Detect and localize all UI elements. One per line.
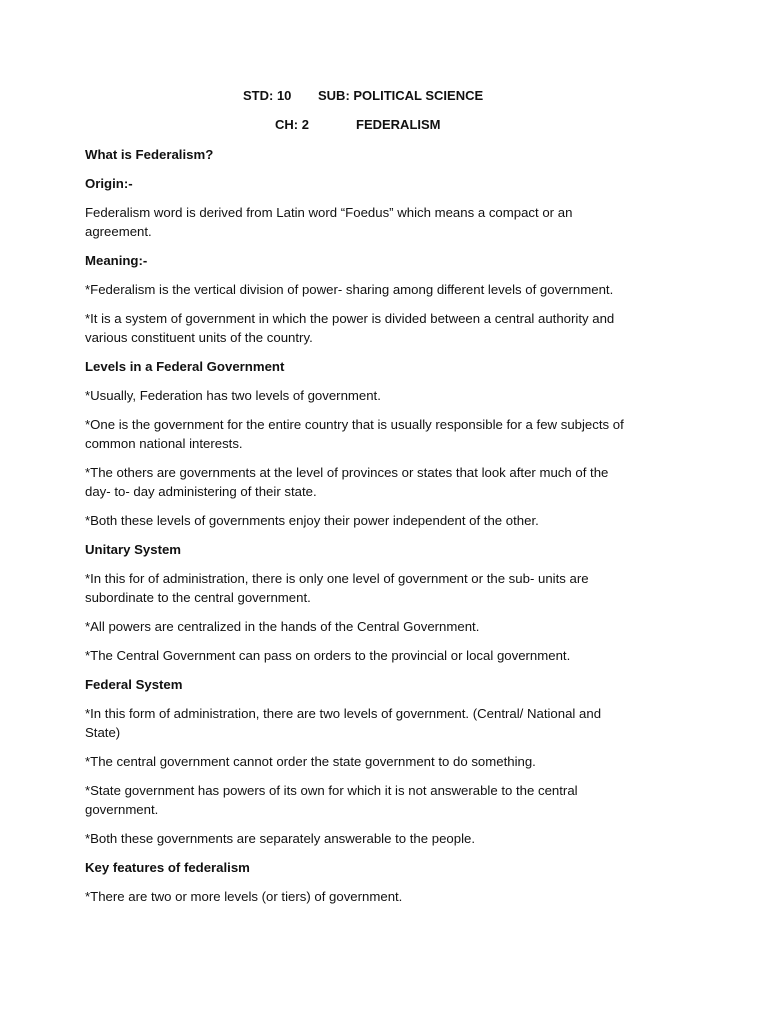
levels-paragraph-2: *One is the government for the entire country that is usually responsible for a few subjects of common national interests.: [85, 417, 624, 451]
document-body: [85, 145, 625, 916]
federal-paragraph-4: *Both these governments are separately answerable to the people.: [85, 831, 476, 846]
title-question: What is Federalism?: [85, 147, 214, 162]
meaning-paragraph-1: *Federalism is the vertical division of power- sharing among different levels of government.: [85, 282, 614, 297]
chapter-title: FEDERALISM: [356, 117, 441, 132]
std-label: STD: 10: [243, 88, 292, 103]
federal-heading: Federal System: [85, 677, 183, 692]
levels-paragraph-3: *The others are governments at the level of provinces or states that look after much of the day- to- day administering of their state.: [85, 465, 609, 499]
unitary-paragraph-3: *The Central Government can pass on orders to the provincial or local government.: [85, 648, 571, 663]
levels-paragraph-1: *Usually, Federation has two levels of government.: [85, 388, 381, 403]
federal-paragraph-3: *State government has powers of its own for which it is not answerable to the central government.: [85, 783, 578, 817]
chapter-label: CH: 2: [275, 117, 309, 132]
levels-heading: Levels in a Federal Government: [85, 359, 285, 374]
levels-paragraph-4: *Both these levels of governments enjoy their power independent of the other.: [85, 513, 539, 528]
unitary-paragraph-2: *All powers are centralized in the hands of the Central Government.: [85, 619, 480, 634]
unitary-paragraph-1: *In this for of administration, there is only one level of government or the sub- units are subordinate to the central government.: [85, 571, 589, 605]
meaning-paragraph-2: *It is a system of government in which the power is divided between a central authority and various constituent units of the country.: [85, 311, 615, 345]
origin-heading: Origin:-: [85, 176, 133, 191]
subject-label: SUB: POLITICAL SCIENCE: [318, 88, 484, 103]
key-features-paragraph-1: *There are two or more levels (or tiers) of government.: [85, 889, 403, 904]
meaning-heading: Meaning:-: [85, 253, 148, 268]
federal-paragraph-1: *In this form of administration, there are two levels of government. (Central/ National and State): [85, 706, 602, 740]
origin-paragraph: Federalism word is derived from Latin word “Foedus” which means a compact or an agreement.: [85, 205, 573, 239]
unitary-heading: Unitary System: [85, 542, 182, 557]
federal-paragraph-2: *The central government cannot order the state government to do something.: [85, 754, 536, 769]
key-features-heading: Key features of federalism: [85, 860, 250, 875]
